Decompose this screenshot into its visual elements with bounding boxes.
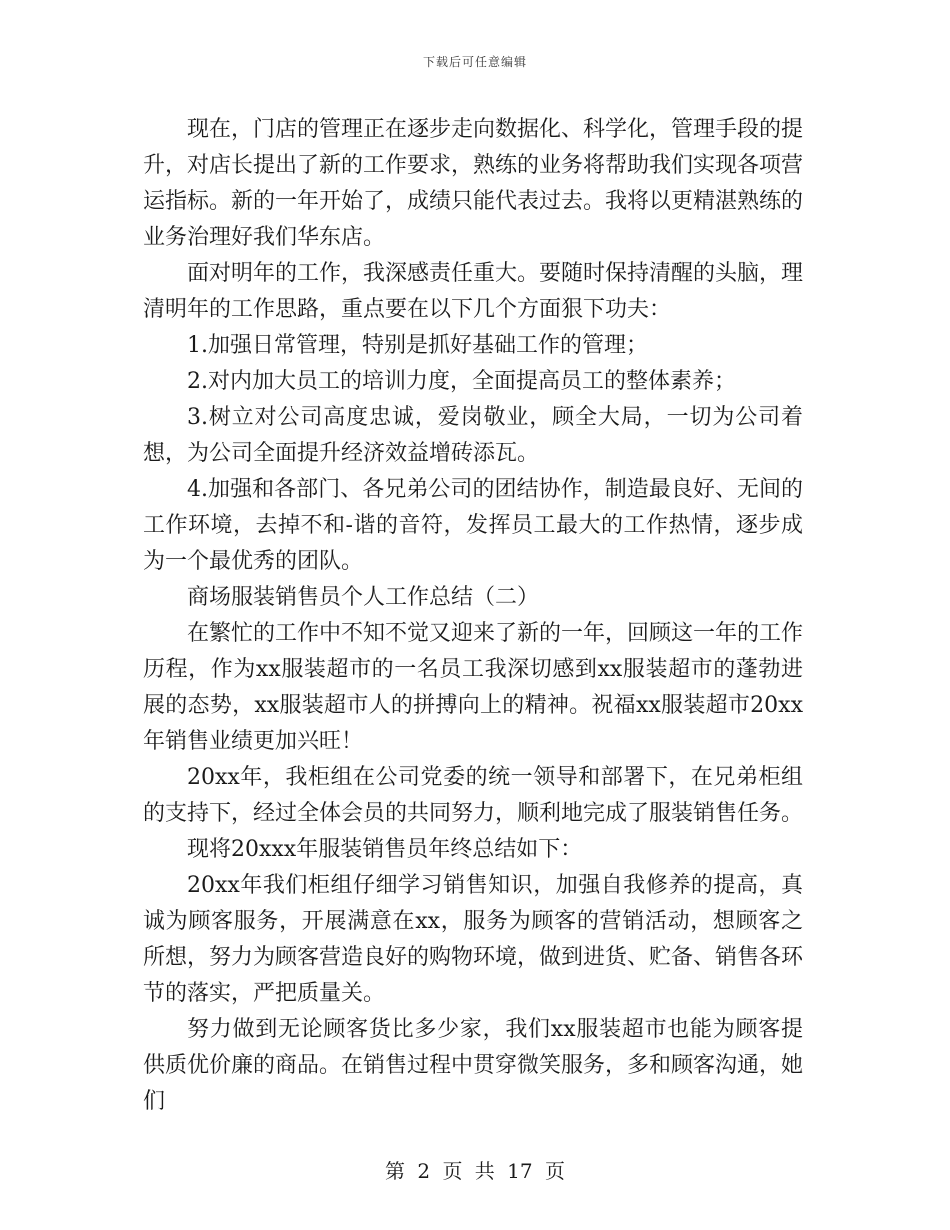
list-item: 4.加强和各部门、各兄弟公司的团结协作，制造最良好、无间的工作环境，去掉不和-谐的音符，发挥员工最大的工作热情，逐步成为一个最优秀的团队。 (143, 477, 803, 574)
paragraph: 现在，门店的管理正在逐步走向数据化、科学化，管理手段的提升，对店长提出了新的工作要求，熟练的业务将帮助我们实现各项营运指标。新的一年开始了，成绩只能代表过去。我将以更精湛熟练的业务治理好我们华东店。 (143, 117, 804, 250)
paragraph: 现将20xxx年服装销售员年终总结如下： (187, 837, 583, 862)
paragraph: 20xx年，我柜组在公司党委的统一领导和部署下，在兄弟柜组的支持下，经过全体会员的共同努力，顺利地完成了服装销售任务。 (143, 765, 804, 826)
list-item: 3.树立对公司高度忠诚，爱岗敬业，顾全大局，一切为公司着想，为公司全面提升经济效益增砖添瓦。 (143, 405, 803, 466)
page-header: 下载后可任意编辑 (422, 55, 527, 69)
paragraph: 20xx年我们柜组仔细学习销售知识，加强自我修养的提高，真诚为顾客服务，开展满意在xx，服务为顾客的营销活动，想顾客之所想，努力为顾客营造良好的购物环境，做到进货、贮备、销售各环节的落实，严把质量关。 (143, 873, 804, 1006)
section-title: 商场服装销售员个人工作总结（二） (187, 585, 540, 610)
document-body (143, 112, 803, 1120)
page-number: 第 2 页 共 17 页 (385, 1159, 565, 1183)
list-item: 2.对内加大员工的培训力度，全面提高员工的整体素养； (187, 369, 736, 394)
paragraph: 面对明年的工作，我深感责任重大。要随时保持清醒的头脑，理清明年的工作思路，重点要在以下几个方面狠下功夫： (143, 261, 804, 322)
paragraph: 在繁忙的工作中不知不觉又迎来了新的一年，回顾这一年的工作历程，作为xx服装超市的一名员工我深切感到xx服装超市的蓬勃进展的态势，xx服装超市人的拼搏向上的精神。祝福xx服装超市20xx年销售业绩更加兴旺！ (143, 621, 804, 754)
list-item: 1.加强日常管理，特别是抓好基础工作的管理； (187, 333, 648, 358)
paragraph: 努力做到无论顾客货比多少家，我们xx服装超市也能为顾客提供质优价廉的商品。在销售过程中贯穿微笑服务，多和顾客沟通，她们 (143, 1017, 804, 1114)
